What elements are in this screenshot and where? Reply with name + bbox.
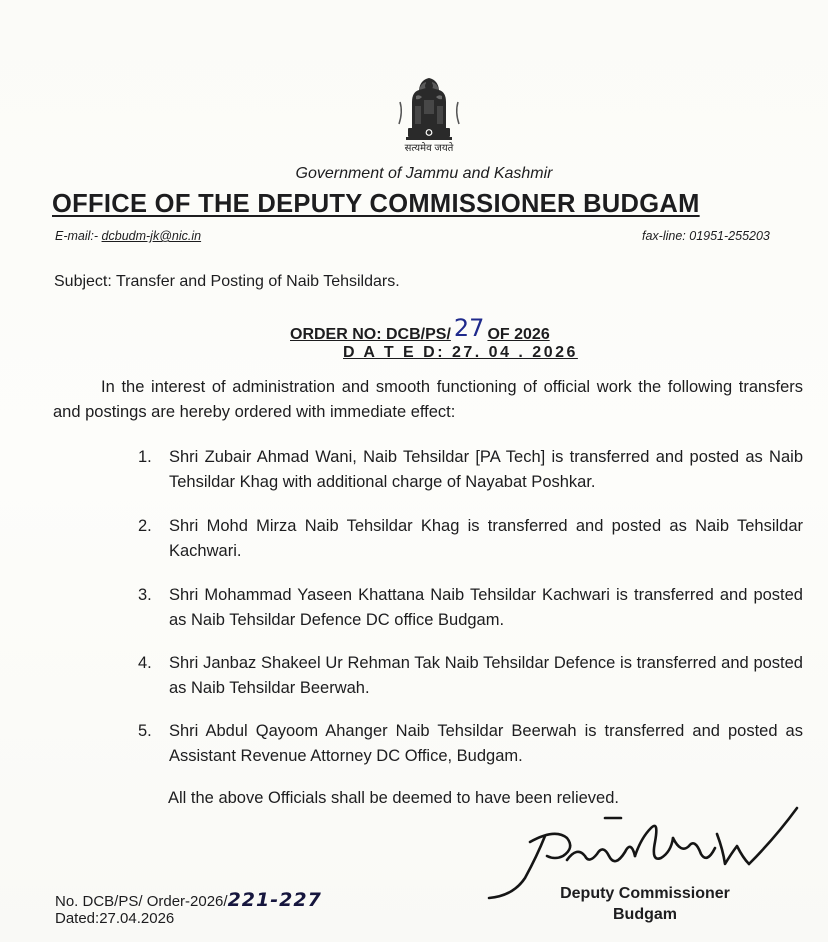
email-label: E-mail:- [55,229,99,243]
list-item [138,445,803,495]
list-item-text: Shri Mohd Mirza Naib Tehsildar Khag is transferred and posted as Naib Tehsildar Kachwari. [169,517,803,560]
subject-line: Subject: Transfer and Posting of Naib Tehsildars. [54,273,400,290]
reference-date: Dated:27.04.2026 [55,910,175,927]
list-item-text: Shri Janbaz Shakeel Ur Rehman Tak Naib Tehsildar Defence is transferred and posted as Naib Tehsildar Beerwah. [169,654,803,697]
closing-statement: All the above Officials shall be deemed to have been relieved. [168,789,619,807]
list-item [138,719,803,769]
government-name: Government of Jammu and Kashmir [295,165,553,182]
order-date: D A T E D: 27. 04 . 2026 [343,344,578,361]
email-line [55,229,201,243]
signatory-location: Budgam [613,906,677,923]
list-item-text: Shri Abdul Qayoom Ahanger Naib Tehsildar Beerwah is transferred and posted as Assistant Revenue Attorney DC Office, Budgam. [169,722,803,765]
list-item-number: 4. [138,654,152,672]
list-item-number: 1. [138,448,152,466]
list-item [138,514,803,564]
intro-paragraph: In the interest of administration and smooth functioning of official work the following transfers and postings are hereby ordered with immediate effect: [53,378,803,421]
order-number-handwritten: 27 [453,314,485,342]
reference-number [55,889,322,911]
signatory-designation: Deputy Commissioner [560,885,730,902]
order-number [290,314,550,345]
office-title: OFFICE OF THE DEPUTY COMMISSIONER BUDGAM [52,190,700,218]
reference-number-label: No. DCB/PS/ Order-2026/ [55,893,228,910]
order-prefix: ORDER NO: DCB/PS/ [290,326,451,343]
list-item-number: 3. [138,586,152,604]
fax-line: fax-line: 01951-255203 [642,229,770,243]
list-item-number: 2. [138,517,152,535]
signatory-block [536,883,754,925]
list-item [138,651,803,701]
reference-number-handwritten: 221-227 [227,889,322,911]
list-item [138,583,803,633]
order-suffix: OF 2026 [487,326,550,343]
list-item-text: Shri Zubair Ahmad Wani, Naib Tehsildar [PA Tech] is transferred and posted as Naib Tehsildar Khag with additional charge of Nayabat Poshkar. [169,448,803,491]
list-item-text: Shri Mohammad Yaseen Khattana Naib Tehsildar Kachwari is transferred and posted as Naib Tehsildar Defence DC office Budgam. [169,586,803,629]
emblem-motto: सत्यमेव जयते [404,143,454,154]
list-item-number: 5. [138,722,152,740]
email-link[interactable]: dcbudm-jk@nic.in [101,229,202,243]
